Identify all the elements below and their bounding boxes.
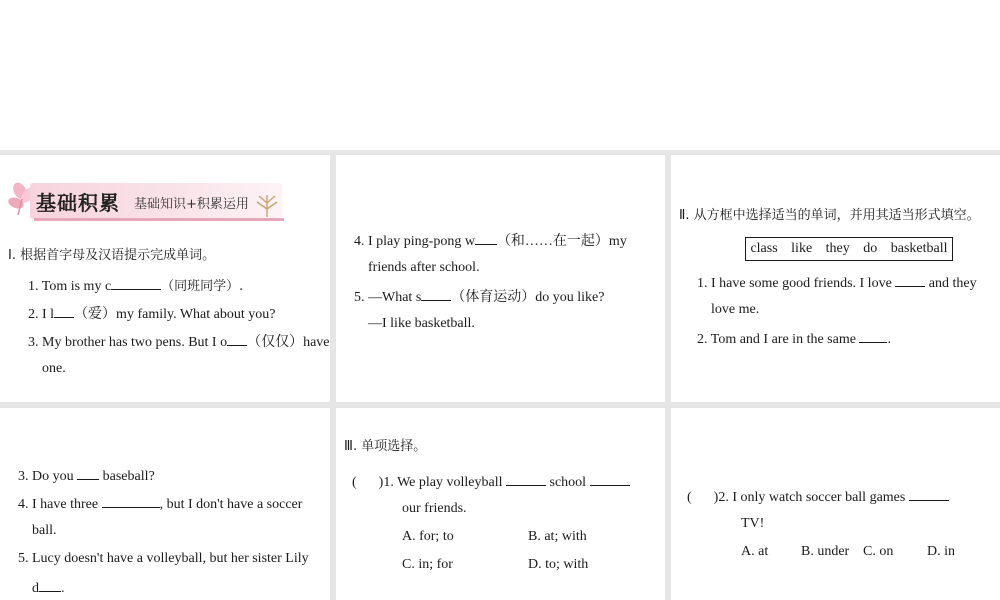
panel-part2-start bbox=[671, 155, 1000, 402]
q1-option-c[interactable]: C. in; for bbox=[402, 557, 453, 572]
answer-blank[interactable] bbox=[506, 472, 546, 486]
q1-option-d[interactable]: D. to; with bbox=[528, 557, 589, 572]
panel-part3-end bbox=[671, 408, 1000, 600]
q2-option-c[interactable]: C. on bbox=[863, 544, 894, 559]
answer-blank[interactable] bbox=[421, 287, 451, 301]
q2-option-a[interactable]: A. at bbox=[741, 544, 769, 559]
leaf-icon bbox=[252, 191, 282, 219]
answer-paren-blank[interactable] bbox=[692, 488, 714, 501]
part1-item-4-cont: friends after school. bbox=[368, 260, 480, 275]
answer-blank[interactable] bbox=[227, 332, 247, 346]
answer-blank[interactable] bbox=[859, 329, 887, 343]
part1-item-4: 4. I play ping-pong w （和……在一起）my bbox=[354, 231, 627, 251]
answer-paren-blank[interactable] bbox=[357, 473, 379, 486]
header-underline bbox=[34, 218, 284, 221]
part3-question-1-cont: our friends. bbox=[402, 501, 467, 516]
top-blank-area bbox=[0, 0, 1000, 150]
answer-blank[interactable] bbox=[909, 487, 949, 501]
answer-blank[interactable] bbox=[590, 472, 630, 486]
part2-item-5-cont: d . bbox=[32, 578, 65, 598]
part3-question-2-cont: TV! bbox=[741, 516, 765, 531]
section-subtitle: 基础知识+积累运用 bbox=[134, 197, 249, 212]
part2-item-4: 4. I have three , but I don't have a soccer bbox=[18, 494, 302, 514]
panel-part1-start bbox=[0, 155, 330, 402]
part3-question-2: ( )2. I only watch soccer ball games bbox=[687, 487, 949, 507]
answer-blank[interactable] bbox=[77, 466, 99, 480]
q2-option-b[interactable]: B. under bbox=[801, 544, 850, 559]
panel-part2-end bbox=[0, 408, 330, 600]
part1-heading: Ⅰ. 根据首字母及汉语提示完成单词。 bbox=[8, 248, 216, 263]
part2-item-3: 3. Do you baseball? bbox=[18, 466, 155, 486]
q1-option-a[interactable]: A. for; to bbox=[402, 529, 454, 544]
answer-blank[interactable] bbox=[54, 304, 74, 318]
answer-blank[interactable] bbox=[895, 273, 925, 287]
section-title: 基础积累 bbox=[36, 191, 120, 215]
panel-part1-end bbox=[336, 155, 665, 402]
panel-part3-start bbox=[336, 408, 665, 600]
answer-blank[interactable] bbox=[39, 578, 61, 592]
answer-blank[interactable] bbox=[102, 494, 160, 508]
part3-question-1: ( )1. We play volleyball school bbox=[352, 472, 630, 492]
part2-item-1-cont: love me. bbox=[711, 302, 760, 317]
q1-option-b[interactable]: B. at; with bbox=[528, 529, 587, 544]
part2-item-5: 5. Lucy doesn't have a volleyball, but her sister Lily bbox=[18, 551, 309, 566]
section-header-badge bbox=[6, 181, 284, 227]
part1-item-5-answer: —I like basketball. bbox=[368, 316, 475, 331]
answer-blank[interactable] bbox=[111, 276, 161, 290]
part3-heading: Ⅲ. 单项选择。 bbox=[344, 439, 427, 454]
part1-item-3-cont: one. bbox=[42, 361, 66, 376]
word-box: class like they do basketball bbox=[745, 237, 953, 261]
part1-item-3: 3. My brother has two pens. But I o （仅仅）have bbox=[28, 332, 330, 352]
part2-item-1: 1. I have some good friends. I love and they bbox=[697, 273, 977, 293]
part1-item-1: 1. Tom is my c （同班同学）. bbox=[28, 276, 243, 296]
part2-item-4-cont: ball. bbox=[32, 523, 57, 538]
part1-item-2: 2. I l （爱）my family. What about you? bbox=[28, 304, 275, 324]
part2-item-2: 2. Tom and I are in the same . bbox=[697, 329, 891, 349]
part1-item-5: 5. —What s （体育运动）do you like? bbox=[354, 287, 604, 307]
answer-blank[interactable] bbox=[475, 231, 497, 245]
part2-heading: Ⅱ. 从方框中选择适当的单词，并用其适当形式填空。 bbox=[679, 208, 980, 223]
q2-option-d[interactable]: D. in bbox=[927, 544, 955, 559]
